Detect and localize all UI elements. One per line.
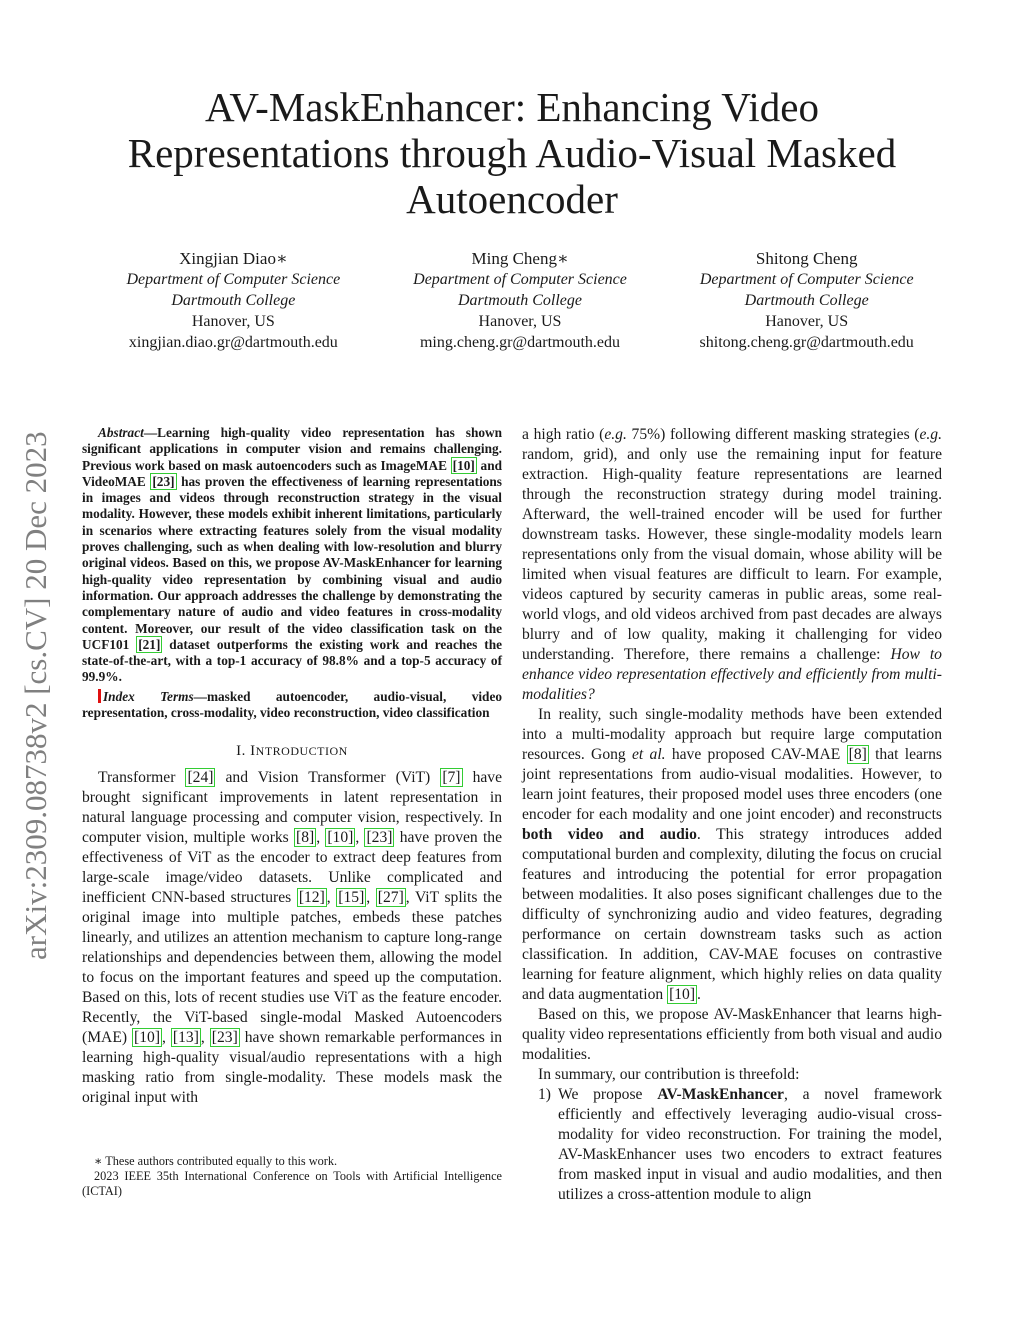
author-2 (377, 248, 664, 353)
abstract-label: Abstract (98, 425, 144, 440)
index-terms (82, 689, 502, 722)
author-block (90, 248, 950, 353)
author-location: Hanover, US (191, 313, 275, 330)
author-1 (90, 248, 377, 353)
author-location: Hanover, US (765, 313, 849, 330)
footnote-equal-contribution: ∗ These authors contributed equally to this work. (94, 1154, 338, 1168)
research-question: How to enhance video representation effectively and efficiently from multi-modalities? (522, 646, 942, 703)
author-3 (663, 248, 950, 353)
citation-link[interactable]: [8] (848, 746, 867, 763)
citation-link[interactable]: [23] (152, 473, 175, 489)
citation-link[interactable]: [12] (298, 889, 325, 907)
citation-link[interactable]: [24] (187, 769, 214, 787)
author-email[interactable]: shitong.cheng.gr@dartmouth.edu (699, 334, 914, 351)
author-institution: Dartmouth College (458, 292, 582, 309)
footnotes (82, 1154, 502, 1199)
proposal-paragraph: Based on this, we propose AV-MaskEnhancer that learns high-quality video representations efficiently from both visual and audio modalities. (522, 1006, 942, 1063)
contribution-intro: In summary, our contribution is threefold: (538, 1066, 800, 1083)
citation-link[interactable]: [10] (327, 829, 354, 847)
abstract-text: dataset outperforms the existing work and reaches the state-of-the-art, with a top-1 accuracy of 98.8% and a top-5 accuracy of 99.9%. (82, 636, 502, 685)
author-name: Ming Cheng∗ (471, 249, 569, 268)
author-department: Department of Computer Science (126, 271, 341, 288)
right-column-text: a high ratio (e.g. 75%) following different masking strategies (e.g. random, grid), and only use the remaining input for feature extraction. High-quality feature representations are learned through the reconstruction strategy during model training. Afterward, the well-trained encoder will be used for further downstream tasks. However, these single-modality models learn representations only from the visual domain, whose ability will be limited when visual features are difficult to learn. For example, videos captured by security cameras in public areas, some real-world vlogs, and old videos archived from past decades are always blurry and of low quality, making it challenging for video understanding. Therefore, there remains a challenge: How to enhance video representation effectively and efficiently from multi-modalities? In reality, such single-modality methods have been extended into a multi-modality approach but require large computation resources. Gong et al. have proposed CAV-MAE [8] that learns joint representations from audio-visual modalities. However, to learn joint features, their proposed model uses three encoders (one encoder for each modality and one joint encoder) and reconstructs both video and audio. This strategy introduces added computational burden and complexity, diluting the focus on crucial features and introducing the potential for error propagation between modalities. It also poses significant challenges due to the difficulty of synchronizing audio and video features, degrading performance on certain downstream tasks such as action classification. In addition, CAV-MAE focuses on contrastive learning for feature alignment, which highly relies on data quality and data augmentation [10] . Based on this, we propose AV-MaskEnhancer that learns high-quality video representations efficiently from both visual and audio modalities. In summary, our contribution is threefold: 1) We propose AV-MaskEnhancer, a novel framework efficiently and effectively leveraging audio-visual cross-modality for video reconstruction. For training the model, AV-MaskEnhancer uses two encoders to extract features from masked input in visual and audio modalities, and then utilizes a cross-attention module to align (522, 426, 942, 1203)
citation-link[interactable]: [23] (211, 1029, 238, 1047)
author-name: Shitong Cheng (755, 249, 858, 268)
list-number: 1) (538, 1086, 551, 1103)
footnote-conference: 2023 IEEE 35th International Conference on Tools with Artificial Intelligence (ICTAI) (82, 1169, 502, 1198)
author-email[interactable]: xingjian.diao.gr@dartmouth.edu (128, 334, 338, 351)
abstract-text: and VideoMAE (82, 457, 502, 489)
index-terms-label: Index Terms (103, 688, 194, 704)
index-terms-text: —masked autoencoder, audio-visual, video representation, cross-modality, video reconstruction, video classification (82, 688, 502, 721)
annotation-marker (98, 689, 101, 703)
author-institution: Dartmouth College (744, 292, 869, 309)
paper-title: AV-MaskEnhancer: Enhancing Video Representations through Audio-Visual Masked Autoencoder (127, 84, 897, 222)
author-location: Hanover, US (478, 313, 562, 330)
citation-link[interactable]: [8] (296, 829, 315, 847)
citation-link[interactable]: [23] (366, 829, 393, 847)
contribution-item: 1) We propose AV-MaskEnhancer, a novel framework efficiently and effectively leveraging audio-visual cross-modality for video reconstruction. For training the model, AV-MaskEnhancer uses two encoders to extract features from masked input in visual and audio modalities, and then utilizes a cross-attention module to align (538, 1086, 942, 1203)
citation-link[interactable]: [10] (452, 457, 475, 473)
citation-link[interactable]: [27] (377, 889, 404, 907)
abstract (82, 425, 502, 721)
contribution-list (522, 1085, 942, 1205)
arxiv-identifier: arXiv:2309.08738v2 [cs.CV] 20 Dec 2023 (18, 431, 53, 960)
citation-link[interactable]: [7] (442, 769, 461, 787)
abstract-text: has proven the effectiveness of learning representations in images and videos through reconstruction strategy in the visual modality. However, these models exhibit inherent limitations, particularly in scenarios where extracting features solely from the visual modality proves challenging, such as when dealing with low-resolution and blurry original videos. Based on this, we propose AV-MaskEnhancer for learning high-quality video representation by combining visual and audio information. Our approach addresses the challenge by demonstrating the complementary nature of audio and video features in cross-modality content. Moreover, our result of the video classification task on the UCF101 (82, 473, 502, 652)
left-column (82, 425, 502, 1108)
citation-link[interactable]: [13] (172, 1029, 199, 1047)
author-email[interactable]: ming.cheng.gr@dartmouth.edu (419, 334, 621, 351)
author-department: Department of Computer Science (699, 271, 914, 288)
citation-link[interactable]: [21] (138, 636, 161, 652)
citation-link[interactable]: [10] (669, 986, 696, 1003)
author-institution: Dartmouth College (171, 292, 296, 309)
section-heading-introduction: I. INTRODUCTION (236, 743, 348, 760)
right-column (522, 425, 942, 1205)
abstract-text: —Learning high-quality video representation has shown significant applications in computer vision and remains challenging. Previous work based on mask autoencoders such as ImageMAE (82, 425, 502, 473)
citation-link[interactable]: [10] (134, 1029, 161, 1047)
citation-link[interactable]: [15] (338, 889, 365, 907)
introduction-text: Transformer [24] and Vision Transformer (ViT) [7] have brought significant improvements in latent representation in natural language processing and computer vision, respectively. In computer vision, multiple works [8] , [10] , [23] have proven the effectiveness of ViT as the encoder to extract deep features from large-scale image/video datasets. Unlike complicated and inefficient CNN-based structures [12] , [15] , [27] , ViT splits the original image into multiple patches, embeds these patches linearly, and utilizes an attention mechanism to capture long-range relationships and dependencies between them, allowing the model to focus on the important features and speed up the computation. Based on this, lots of recent studies use ViT as the feature encoder. Recently, the ViT-based single-modal Masked Autoencoders (MAE) [10] , [13] , [23] have shown remarkable performances in learning high-quality visual/audio representations with a high masking ratio from single-modality. These models mask the original input with (82, 769, 503, 1107)
author-name: Xingjian Diao∗ (179, 249, 288, 268)
author-department: Department of Computer Science (413, 271, 627, 288)
